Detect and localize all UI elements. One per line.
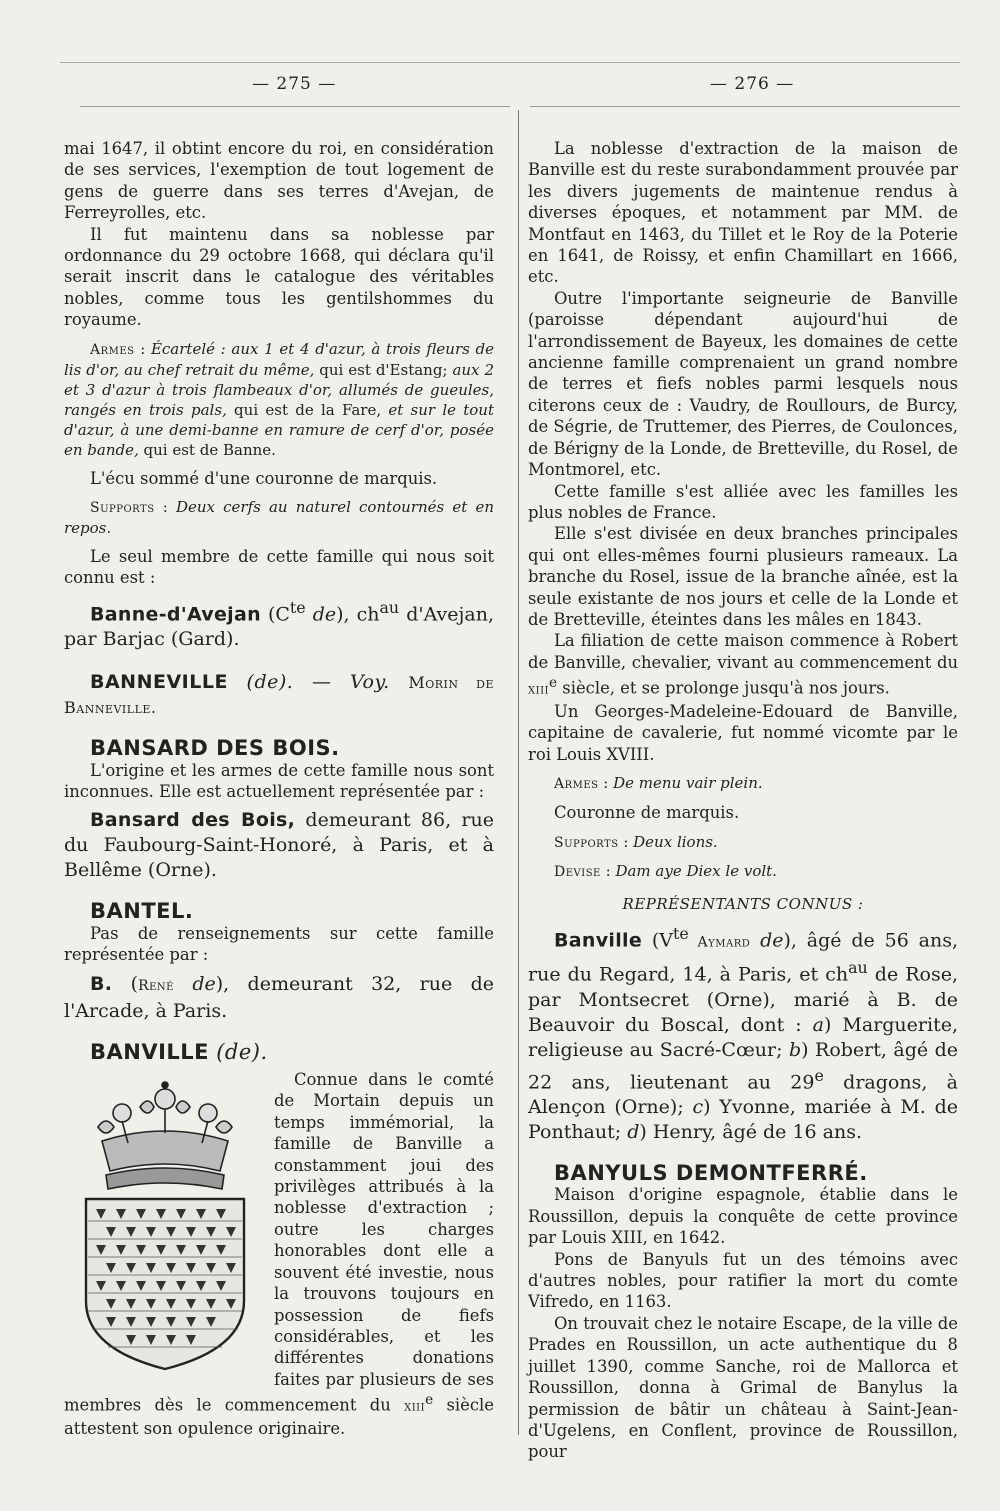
paragraph-alliances: Cette famille s'est alliée avec les familles les plus nobles de France.: [528, 481, 958, 522]
entry-bansard: Bansard des Bois, demeurant 86, rue du Faubourg-Saint-Honoré, à Paris, et à Bellême (Orne).: [64, 809, 494, 882]
column-divider: [518, 110, 519, 1435]
heading-representants: REPRÉSENTANTS CONNUS :: [622, 894, 864, 913]
heading-bantel: BANTEL.: [90, 899, 194, 924]
paragraph-avejan-service: mai 1647, il obtint encore du roi, en considération de ses services, l'exemption de tout logement de gens de guerre dans ses terres d'Avejan, de Ferreyrolles, etc.: [64, 139, 494, 223]
paragraph-filiation: La filiation de cette maison commence à Robert de Banville, chevalier, vivant au commencement du xiii$^e$ siècle, et se prolonge jusqu'à nos jours.: [528, 631, 958, 698]
armes-banville: Armes : De menu vair plein.: [554, 774, 763, 793]
paragraph-maintenance: Il fut maintenu dans sa noblesse par ordonnance du 29 octobre 1668, qui déclara qu'il serait inscrit dans le catalogue des véritables nobles, comme tous les gentilshommes du royaume.: [64, 224, 494, 330]
supports-cerfs: Supports : Deux cerfs au naturel contournés et en repos.: [64, 498, 494, 538]
paragraph-banville-origin: Connue dans le comté de Mortain depuis un temps immémorial, la famille de Banville a constamment joui des privilèges attribués à la noblesse d'extraction ; outre les charges honorables dont elle a souvent été investie, nous la trouvons toujours en possession de fiefs considérables, et les différentes donations faites par plusieurs de ses membres dès le commencement du xiii$^e$ siècle attestent son opulence originaire.: [64, 1070, 494, 1439]
paragraph-banyuls-origin: Maison d'origine espagnole, établie dans le Roussillon, depuis la conquête de cette province par Louis XIII, en 1642.: [528, 1185, 958, 1248]
paragraph-bantel: Pas de renseignements sur cette famille représentée par :: [64, 923, 494, 965]
paragraph-escape: On trouvait chez le notaire Escape, de la ville de Prades en Roussillon, un acte authentique du 8 juillet 1390, comme Sanche, roi de Mallorca et Roussillon, donna à Grimal de Banylus la permission de bâtir un château à Saint-Jean-d'Ugelens, en Conflent, province de Roussillon, pour: [528, 1313, 958, 1462]
entry-banville-aymard: Banville ($V^{te}$ Aymard de), âgé de 56 ans, rue du Regard, 14, à Paris, et $ch^{au}$ de Rose, par Montsecret (Orne), marié à B. de Beauvoir du Boscal, dont : a) Marguerite, religieuse au Sacré-Cœur; b) Robert, âgé de 22 ans, lieutenant au 29e dragons, à Alençon (Orne); c) Yvonne, mariée à M. de Ponthaut; d) Henry, âgé de 16 ans.: [528, 924, 959, 1144]
heading-banyuls: BANYULS DEMONTFERRÉ.: [554, 1161, 868, 1186]
heading-banneville: BANNEVILLE (de). — Voy. Morin de Banneville.: [64, 671, 495, 718]
paragraph-bansard: L'origine et les armes de cette famille nous sont inconnues. Elle est actuellement représentée par :: [64, 760, 494, 802]
paragraph-pons: Pons de Banyuls fut un des témoins avec d'autres nobles, pour ratifier la mort du comte Vifredo, en 1163.: [528, 1249, 958, 1312]
heading-bansard-des-bois: BANSARD DES BOIS.: [90, 736, 340, 761]
coat-of-arms-icon: [62, 1071, 268, 1371]
armes-label: Armes: [90, 341, 135, 358]
armes-estang: Armes : Écartelé : aux 1 et 4 d'azur, à trois fleurs de lis d'or, au chef retrait du même, qui est d'Estang; aux 2 et 3 d'azur à trois flambeaux d'or, allumés de gueules, rangés en trois pals, qui est de la Fare, et sur le tout d'azur, à une demi-banne en ramure de cerf d'or, posée en bande, qui est de Banne.: [64, 339, 495, 459]
supports-lions: Supports : Deux lions.: [554, 832, 718, 851]
ecu-crown: L'écu sommé d'une couronne de marquis.: [90, 468, 438, 488]
entry-banne-avejan: Banne-d'Avejan ($C^{te}$ de), $ch^{au}$ d'Avejan, par Barjac (Gard).: [64, 597, 494, 651]
couronne-marquis: Couronne de marquis.: [554, 803, 740, 823]
right-page-number: — 276 —: [710, 74, 795, 94]
left-header-rule: [80, 106, 510, 107]
paragraph-branches: Elle s'est divisée en deux branches principales qui ont elles-mêmes fourni plusieurs rameaux. La branche du Rosel, issue de la branche aînée, est la seule existante de nos jours et celle de la Londe et de Bretteville, éteintes dans les mâles en 1843.: [528, 524, 958, 629]
devise-banville: Devise : Dam aye Diex le volt.: [554, 861, 777, 880]
right-column: [528, 138, 958, 1463]
paragraph-seigneurie: Outre l'importante seigneurie de Banville (paroisse dépendant aujourd'hui de l'arrondissement de Bayeux, les domaines de cette ancienne famille comprenaient un grand nombre de terres et fiefs nobles parmi lesquels nous citerons ceux de : Vaudry, de Roullours, de Burcy, de Ségrie, de Truttemer, des Pierres, de Coulonces, de Bérigny de la Londe, de Bretteville, du Rosel, de Montmorel, etc.: [528, 288, 958, 480]
entry-bantel: B. (René de), demeurant 32, rue de l'Arcade, à Paris.: [64, 972, 495, 1022]
left-column: [64, 138, 494, 1439]
paragraph-seul-membre: Le seul membre de cette famille qui nous soit connu est :: [64, 547, 494, 588]
top-rule: [60, 62, 960, 63]
left-page-number: — 275 —: [252, 74, 337, 94]
paragraph-noblesse: La noblesse d'extraction de la maison de Banville est du reste surabondamment prouvée par les divers jugements de maintenue rendus à diverses époques, et notamment par MM. de Montfaut en 1463, du Tillet et le Roy de la Poterie en 1641, de Roissy, et enfin Chamillart en 1666, etc.: [528, 139, 958, 287]
right-header-rule: [530, 106, 960, 107]
paragraph-vicomte: Un Georges-Madeleine-Edouard de Banville, capitaine de cavalerie, fut nommé vicomte par le roi Louis XVIII.: [528, 702, 958, 764]
heading-banville: BANVILLE (de).: [90, 1039, 268, 1064]
